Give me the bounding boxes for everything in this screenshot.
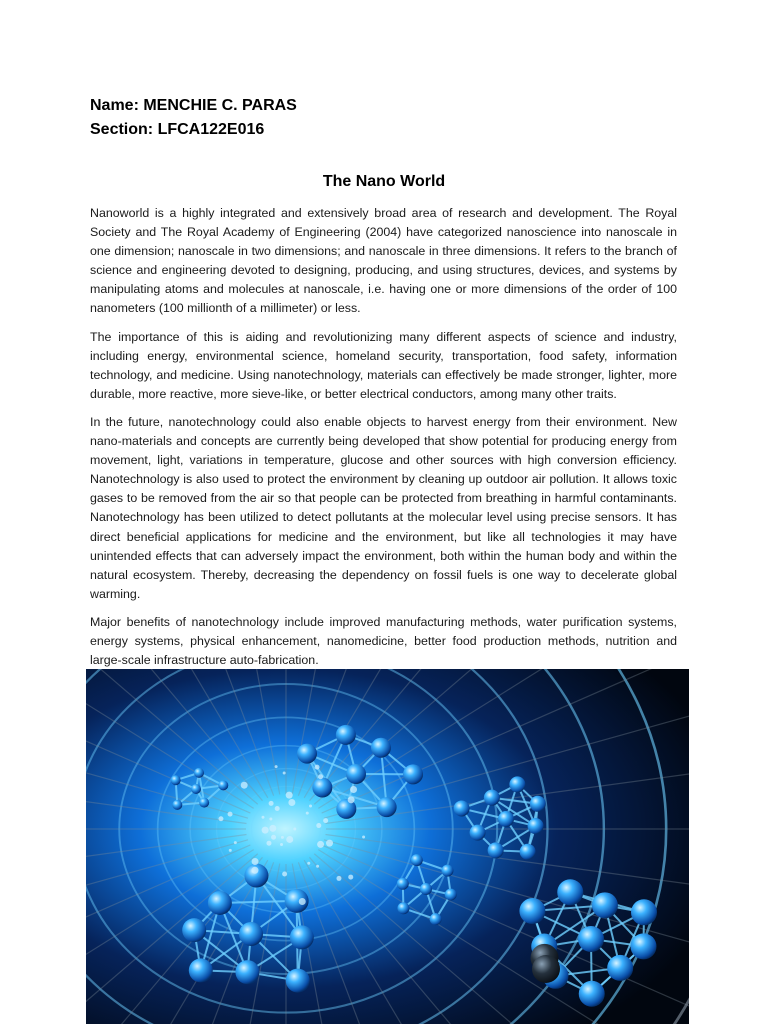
distant-atom bbox=[299, 898, 306, 905]
molecule-atom bbox=[532, 955, 560, 983]
molecule-atom bbox=[578, 926, 604, 952]
molecule-atom bbox=[194, 768, 204, 778]
author-name: Name: MENCHIE C. PARAS bbox=[90, 97, 297, 114]
distant-atom bbox=[286, 836, 293, 843]
distant-atom bbox=[275, 765, 278, 768]
molecule-atom bbox=[199, 798, 209, 808]
distant-atom bbox=[316, 865, 319, 868]
molecule-atom bbox=[498, 811, 514, 827]
molecule-atom bbox=[235, 960, 259, 984]
distant-atom bbox=[229, 849, 232, 852]
molecule-atom bbox=[297, 744, 317, 764]
molecule-atom bbox=[346, 764, 366, 784]
document-body bbox=[90, 204, 677, 679]
author-header bbox=[90, 94, 690, 142]
distant-atom bbox=[288, 799, 295, 806]
distant-atom bbox=[348, 875, 353, 880]
molecule-atom bbox=[557, 879, 583, 905]
molecule-atom bbox=[420, 883, 432, 895]
document-title: The Nano World bbox=[322, 173, 446, 190]
paragraph-4: Major benefits of nanotechnology include improved manufacturing methods, water purification systems, energy systems, physical enhancement, nanomedicine, better food production methods, nutrition and large-scale infrastructure auto-fabrication. bbox=[90, 614, 677, 668]
distant-atom bbox=[317, 841, 324, 848]
molecule-atom bbox=[397, 878, 409, 890]
distant-atom bbox=[336, 876, 341, 881]
distant-atom bbox=[266, 841, 271, 846]
distant-atom bbox=[282, 871, 287, 876]
distant-atom bbox=[293, 828, 296, 831]
distant-atom bbox=[241, 782, 248, 789]
molecule-atom bbox=[509, 776, 525, 792]
molecule-atom bbox=[441, 865, 453, 877]
distant-atom bbox=[316, 823, 321, 828]
distant-atom bbox=[269, 801, 274, 806]
molecule-atom bbox=[530, 796, 546, 812]
molecule-atom bbox=[336, 725, 356, 745]
molecule-atom bbox=[607, 955, 633, 981]
distant-atom bbox=[323, 818, 328, 823]
distant-atom bbox=[348, 796, 355, 803]
molecule-atom bbox=[445, 889, 457, 901]
distant-atom bbox=[271, 835, 276, 840]
molecule-atom bbox=[172, 800, 182, 810]
distant-atom bbox=[326, 840, 333, 847]
molecule-atom bbox=[182, 918, 206, 942]
molecule-atom bbox=[218, 780, 228, 790]
distant-atom bbox=[269, 818, 272, 821]
molecule-atom bbox=[411, 854, 423, 866]
molecule-atom bbox=[286, 969, 310, 993]
distant-atom bbox=[262, 816, 265, 819]
paragraph-3: In the future, nanotechnology could also enable objects to harvest energy from their environment. New nano-materials and concepts are currently being developed that show potential for producing energy from movement, light, variations in temperature, glucose and other sources with high conversion efficiency. Nanotechnology is also used to protect the environment by cleaning up outdoor air pollution. It allows toxic gases to be removed from the air so that people can be protected from breathing in harmful contaminants. Nanotechnology has been utilized to detect pollutants at the molecular level using precise sensors. It has direct beneficial applications for medicine and the environment, but like all technologies it may have unintended effects that can adversely impact the environment, both within the human body and within the natural ecosystem. Thereby, decreasing the dependency on fossil fuels is one way to decelerate global warming. bbox=[90, 414, 677, 601]
molecule-atom bbox=[454, 800, 470, 816]
molecule-atom bbox=[239, 922, 263, 946]
nanotube-illustration bbox=[86, 669, 689, 1024]
molecule-atom bbox=[208, 891, 232, 915]
molecule-atom bbox=[484, 790, 500, 806]
distant-atom bbox=[252, 858, 259, 865]
molecule-atom bbox=[371, 738, 391, 758]
distant-atom bbox=[280, 843, 283, 846]
distant-atom bbox=[286, 792, 293, 799]
distant-atom bbox=[350, 786, 357, 793]
molecule-atom bbox=[397, 902, 409, 914]
distant-atom bbox=[251, 867, 258, 874]
molecule-atom bbox=[579, 981, 605, 1007]
molecule-atom bbox=[488, 842, 504, 858]
molecule-atom bbox=[520, 844, 536, 860]
molecule-atom bbox=[519, 898, 545, 924]
molecule-atom bbox=[630, 933, 656, 959]
molecule-atom bbox=[171, 775, 181, 785]
distant-atom bbox=[269, 825, 276, 832]
distant-atom bbox=[275, 806, 280, 811]
distant-atom bbox=[281, 836, 284, 839]
distant-atom bbox=[228, 812, 233, 817]
distant-atom bbox=[307, 862, 310, 865]
molecule-atom bbox=[592, 892, 618, 918]
molecule-atom bbox=[528, 818, 544, 834]
author-section: Section: LFCA122E016 bbox=[90, 121, 265, 138]
molecule-atom bbox=[189, 958, 213, 982]
distant-atom bbox=[306, 812, 309, 815]
distant-atom bbox=[318, 774, 323, 779]
nanotube-illustration-graphic bbox=[86, 669, 689, 1024]
molecule-atom bbox=[312, 778, 332, 798]
distant-atom bbox=[315, 765, 320, 770]
molecule-atom bbox=[430, 913, 442, 925]
molecule-atom bbox=[290, 925, 314, 949]
distant-atom bbox=[309, 805, 312, 808]
distant-atom bbox=[262, 827, 269, 834]
molecule-atom bbox=[377, 797, 397, 817]
molecule-atom bbox=[631, 899, 657, 925]
distant-atom bbox=[234, 841, 237, 844]
molecule-atom bbox=[403, 764, 423, 784]
distant-atom bbox=[283, 772, 286, 775]
distant-atom bbox=[362, 836, 365, 839]
paragraph-1: Nanoworld is a highly integrated and extensively broad area of research and development. The Royal Society and The Royal Academy of Engineering (2004) have categorized nanoscience into nanoscale in one dimension; nanoscale in two dimensions; and nanoscale in three dimensions. It refers to the branch of science and engineering devoted to designing, producing, and using structures, devices, and systems by manipulating atoms and molecules at nanoscale, i.e. having one or more dimensions of the order of 100 nanometers (100 millionth of a millimeter) or less. bbox=[90, 206, 677, 316]
distant-atom bbox=[218, 816, 223, 821]
molecule-atom bbox=[191, 784, 201, 794]
molecule-atom bbox=[470, 825, 486, 841]
paragraph-2: The importance of this is aiding and revolutionizing many different aspects of science and industry, including energy, environmental science, homeland security, transportation, food safety, information technology, and medicine. Using nanotechnology, materials can effectively be made stronger, lighter, more durable, more reactive, more sieve-like, or better electrical conductors, among many other traits. bbox=[90, 329, 677, 401]
